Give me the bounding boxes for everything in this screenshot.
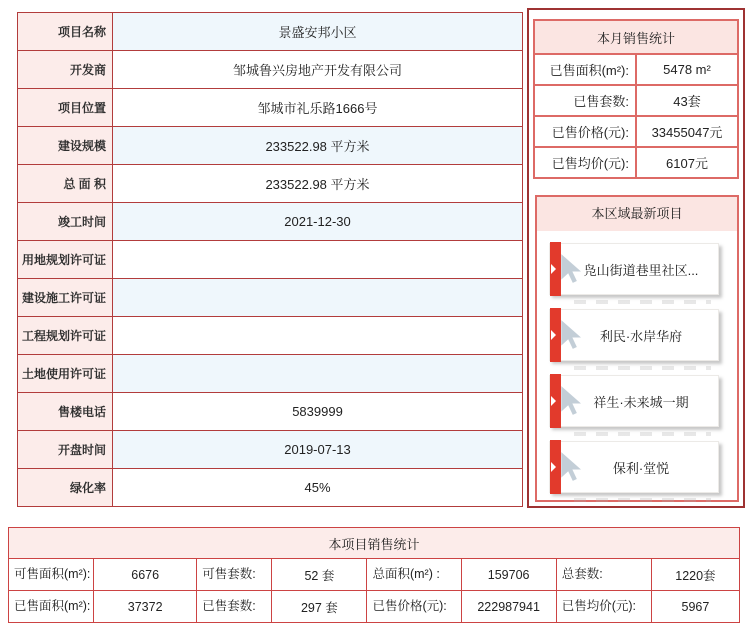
row-project-name [18,13,523,51]
field-label: 总 面 积 [18,165,113,203]
latest-projects-panel [535,195,739,502]
monthly-sales-panel [533,19,739,179]
summary-row-available [9,559,740,591]
stat-label: 已售价格(元): [367,591,461,623]
field-value: 5839999 [113,393,523,431]
row-land-use-permit [18,355,523,393]
field-value [113,355,523,393]
stat-value: 159706 [461,559,556,591]
field-label: 建设施工许可证 [18,279,113,317]
field-value [113,279,523,317]
stat-value: 5478 m² [636,54,738,85]
project-link-item[interactable] [549,375,719,427]
monthly-sales-title: 本月销售统计 [534,20,738,54]
row-sold-price [534,116,738,147]
field-value: 2019-07-13 [113,431,523,469]
field-label: 建设规模 [18,127,113,165]
stat-value: 37372 [94,591,197,623]
stat-label: 总面积(m²) : [367,559,461,591]
field-label: 工程规划许可证 [18,317,113,355]
project-sales-summary-table [8,527,740,623]
field-label: 项目名称 [18,13,113,51]
stat-value: 297 套 [272,591,367,623]
field-value: 2021-12-30 [113,203,523,241]
row-project-location [18,89,523,127]
field-value: 45% [113,469,523,507]
stat-value: 6107元 [636,147,738,178]
stat-value: 5967 [651,591,739,623]
right-sidebar [527,8,745,508]
project-link-label: 利民·水岸华府 [599,328,683,344]
field-value [113,241,523,279]
field-value: 邹城市礼乐路1666号 [113,89,523,127]
stat-label: 已售面积(m²): [9,591,94,623]
mouse-cursor-icon [557,319,589,351]
stat-value: 52 套 [272,559,367,591]
stat-label: 总套数: [556,559,651,591]
stat-value: 43套 [636,85,738,116]
project-link-item[interactable] [549,441,719,493]
project-link-item[interactable] [549,243,719,295]
field-label: 售楼电话 [18,393,113,431]
stat-label: 可售套数: [197,559,272,591]
row-construction-permit [18,279,523,317]
row-engineering-planning-permit [18,317,523,355]
summary-title: 本项目销售统计 [9,528,740,559]
latest-projects-list [537,231,737,493]
field-label: 绿化率 [18,469,113,507]
field-label: 用地规划许可证 [18,241,113,279]
latest-projects-title: 本区域最新项目 [537,197,737,231]
stat-value: 222987941 [461,591,556,623]
stat-label: 可售面积(m²): [9,559,94,591]
row-sold-units [534,85,738,116]
field-label: 竣工时间 [18,203,113,241]
field-label: 开盘时间 [18,431,113,469]
project-link-label: 祥生·未来城一期 [593,394,689,410]
stat-label: 已售均价(元): [556,591,651,623]
mouse-cursor-icon [557,385,589,417]
row-greening-rate [18,469,523,507]
row-construction-scale [18,127,523,165]
row-sold-area [534,54,738,85]
row-developer [18,51,523,89]
mouse-cursor-icon [557,253,589,285]
field-label: 开发商 [18,51,113,89]
stat-label: 已售套数: [197,591,272,623]
mouse-cursor-icon [557,451,589,483]
field-value [113,317,523,355]
row-total-area [18,165,523,203]
row-land-planning-permit [18,241,523,279]
field-value: 233522.98 平方米 [113,165,523,203]
stat-label: 已售套数: [534,85,636,116]
project-link-label: 凫山街道巷里社区... [583,262,699,278]
field-value: 233522.98 平方米 [113,127,523,165]
stat-label: 已售面积(m²): [534,54,636,85]
stat-value: 1220套 [651,559,739,591]
stat-value: 33455047元 [636,116,738,147]
summary-row-sold [9,591,740,623]
project-link-label: 保利·堂悦 [612,460,670,476]
field-label: 土地使用许可证 [18,355,113,393]
stat-value: 6676 [94,559,197,591]
row-sales-phone [18,393,523,431]
field-value: 景盛安邦小区 [113,13,523,51]
row-sold-avg-price [534,147,738,178]
stat-label: 已售均价(元): [534,147,636,178]
row-completion-date [18,203,523,241]
project-details-table [17,12,523,507]
stat-label: 已售价格(元): [534,116,636,147]
project-link-item[interactable] [549,309,719,361]
field-label: 项目位置 [18,89,113,127]
field-value: 邹城鲁兴房地产开发有限公司 [113,51,523,89]
row-opening-date [18,431,523,469]
